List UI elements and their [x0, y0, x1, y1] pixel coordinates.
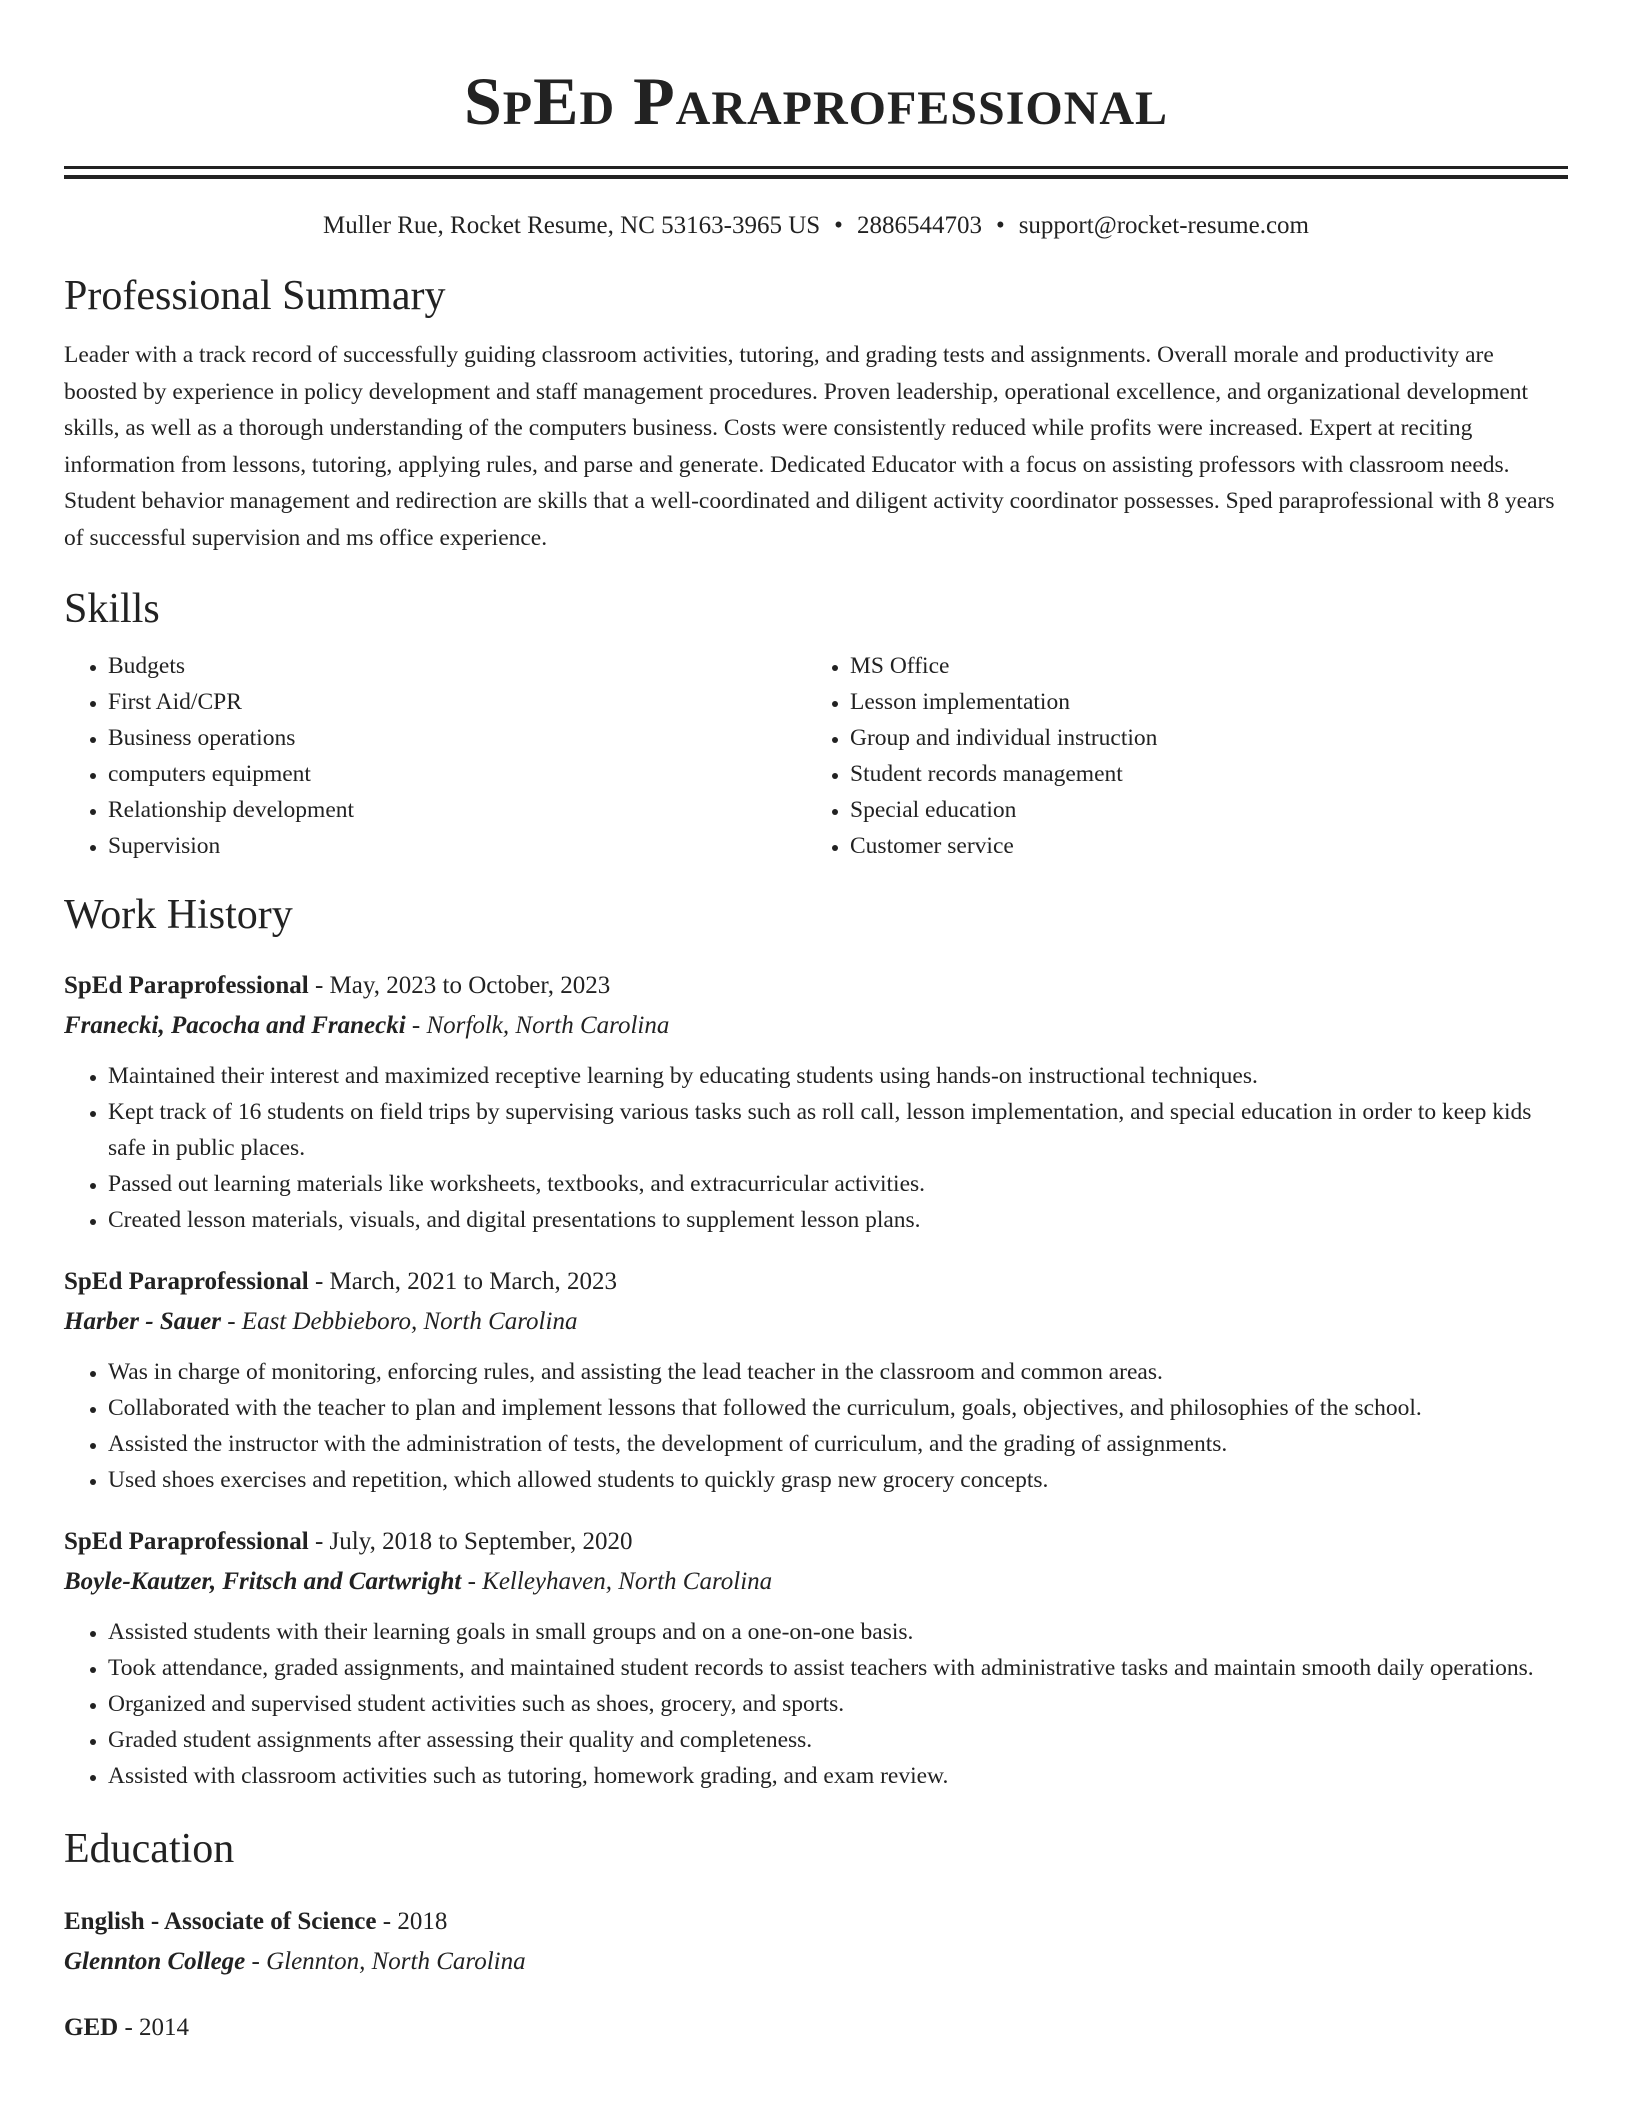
job-title: SpEd Paraprofessional	[64, 972, 309, 999]
education-school: Glennton College	[64, 1948, 246, 1975]
contact-line	[64, 209, 1568, 243]
duty-item: • Organized and supervised student activities such as shoes, grocery, and sports.	[108, 1686, 1568, 1722]
job-dates: - July, 2018 to September, 2020	[308, 1528, 633, 1555]
duty-item: • Maintained their interest and maximized receptive learning by educating students using hands-on instructional techniques.	[108, 1058, 1568, 1094]
job-duties	[64, 1058, 1568, 1238]
job-company-line	[64, 1006, 1568, 1046]
education-degree-line	[64, 1902, 1568, 1942]
contact-separator: •	[995, 212, 1005, 239]
duty-item: • Graded student assignments after assessing their quality and completeness.	[108, 1722, 1568, 1758]
education-degree-line	[64, 2008, 1568, 2048]
education-degree: English - Associate of Science	[64, 1908, 377, 1935]
job-entry	[64, 1522, 1568, 1794]
job-title-line	[64, 1522, 1568, 1562]
skills-columns	[64, 648, 1568, 864]
job-company-line	[64, 1562, 1568, 1602]
job-company-line	[64, 1302, 1568, 1342]
job-company: Harber - Sauer	[64, 1308, 221, 1335]
education-entry	[64, 2008, 1568, 2048]
skill-item: • First Aid/CPR	[108, 684, 806, 720]
job-dates: - May, 2023 to October, 2023	[308, 972, 611, 999]
contact-phone: 2886544703	[856, 212, 982, 239]
resume-name: SpEd Paraprofessional	[463, 63, 1169, 139]
skills-right-list	[806, 648, 1548, 864]
summary-text: Leader with a track record of successfully guiding classroom activities, tutoring, and grading tests and assignments. Overall morale and productivity are boosted by experience in policy development and staff management procedures. Proven leadership, operational excellence, and organizational development skills, as well as a thorough understanding of the computers business. Costs were consistently reduced while profits were increased. Expert at reciting information from lessons, tutoring, applying rules, and parse and generate. Dedicated Educator with a focus on assisting professors with classroom needs. Student behavior management and redirection are skills that a well-coordinated and diligent activity coordinator possesses. Sped paraprofessional with 8 years of successful supervision and ms office experience.	[64, 342, 1555, 551]
skill-item: • Student records management	[850, 756, 1548, 792]
duty-item: • Kept track of 16 students on field trips by supervising various tasks such as roll call, lesson implementation, and special education in order to keep kids safe in public places.	[108, 1094, 1568, 1166]
duty-item: • Took attendance, graded assignments, and maintained student records to assist teachers with administrative tasks and maintain smooth daily operations.	[108, 1650, 1568, 1686]
skill-item: • Relationship development	[108, 792, 806, 828]
duty-item: • Collaborated with the teacher to plan and implement lessons that followed the curriculum, goals, objectives, and philosophies of the school.	[108, 1390, 1568, 1426]
job-dates: - March, 2021 to March, 2023	[308, 1268, 617, 1295]
skill-item: • Budgets	[108, 648, 806, 684]
skill-item: • Group and individual instruction	[850, 720, 1548, 756]
duty-item: • Assisted students with their learning goals in small groups and on a one-on-one basis.	[108, 1614, 1568, 1650]
job-duties	[64, 1354, 1568, 1498]
duty-item: • Used shoes exercises and repetition, which allowed students to quickly grasp new grocery concepts.	[108, 1462, 1568, 1498]
duty-item: • Passed out learning materials like worksheets, textbooks, and extracurricular activities.	[108, 1166, 1568, 1202]
education-location: - Glennton, North Carolina	[245, 1948, 526, 1975]
skills-heading: Skills	[64, 586, 160, 632]
job-title: SpEd Paraprofessional	[64, 1268, 309, 1295]
skill-item: • Supervision	[108, 828, 806, 864]
resume-page	[64, 0, 1568, 2048]
education-entry	[64, 1902, 1568, 1982]
duty-item: • Assisted with classroom activities such as tutoring, homework grading, and exam review.	[108, 1758, 1568, 1794]
skill-item: • Special education	[850, 792, 1548, 828]
job-duties	[64, 1614, 1568, 1794]
job-entry	[64, 966, 1568, 1238]
duty-item: • Assisted the instructor with the administration of tests, the development of curriculum, and the grading of assignments.	[108, 1426, 1568, 1462]
job-title-line	[64, 966, 1568, 1006]
contact-email: support@rocket-resume.com	[1018, 212, 1309, 239]
duty-item: • Created lesson materials, visuals, and digital presentations to supplement lesson plans.	[108, 1202, 1568, 1238]
header-divider-bottom	[64, 175, 1568, 179]
duty-item: • Was in charge of monitoring, enforcing rules, and assisting the lead teacher in the classroom and common areas.	[108, 1354, 1568, 1390]
skill-item: • Business operations	[108, 720, 806, 756]
education-degree: GED	[64, 2014, 119, 2041]
skill-item: • MS Office	[850, 648, 1548, 684]
job-entry	[64, 1262, 1568, 1498]
contact-address: Muller Rue, Rocket Resume, NC 53163-3965 US	[322, 212, 821, 239]
education-school-line	[64, 1942, 1568, 1982]
job-company: Franecki, Pacocha and Franecki	[64, 1012, 406, 1039]
job-location: - Kelleyhaven, North Carolina	[461, 1568, 773, 1595]
job-location: - Norfolk, North Carolina	[405, 1012, 670, 1039]
education-heading: Education	[64, 1826, 235, 1872]
education-year: - 2014	[118, 2014, 190, 2041]
skill-item: • Customer service	[850, 828, 1548, 864]
job-location: - East Debbieboro, North Carolina	[220, 1308, 578, 1335]
skills-left-list	[64, 648, 806, 864]
contact-separator: •	[834, 212, 843, 239]
header-divider-top	[64, 166, 1568, 169]
skill-item: • computers equipment	[108, 756, 806, 792]
job-title: SpEd Paraprofessional	[64, 1528, 309, 1555]
job-company: Boyle-Kautzer, Fritsch and Cartwright	[64, 1568, 462, 1595]
job-title-line	[64, 1262, 1568, 1302]
skill-item: • Lesson implementation	[850, 684, 1548, 720]
summary-heading: Professional Summary	[64, 273, 446, 319]
work-history-heading: Work History	[64, 892, 293, 938]
education-year: - 2018	[376, 1908, 448, 1935]
